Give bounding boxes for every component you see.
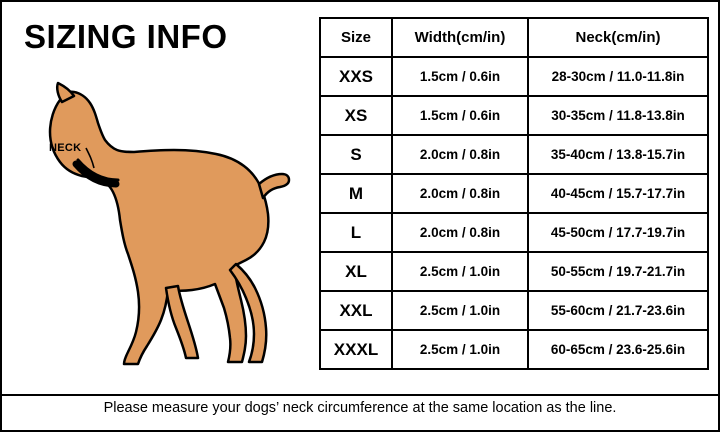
table-row <box>320 57 708 96</box>
cell-width: 1.5cm / 0.6in <box>392 57 528 96</box>
size-chart-table <box>319 17 709 370</box>
table-row <box>320 135 708 174</box>
table-row <box>320 252 708 291</box>
cell-width: 2.5cm / 1.0in <box>392 330 528 369</box>
footer-note: Please measure your dogs’ neck circumference at the same location as the line. <box>103 400 617 416</box>
cell-neck: 45-50cm / 17.7-19.7in <box>528 213 708 252</box>
cell-width: 2.0cm / 0.8in <box>392 213 528 252</box>
cell-size: XXXL <box>320 330 392 369</box>
cell-neck: 35-40cm / 13.8-15.7in <box>528 135 708 174</box>
dog-silhouette-icon <box>16 80 302 372</box>
footer-divider <box>2 394 718 396</box>
table-row <box>320 330 708 369</box>
column-header-size: Size <box>320 18 392 57</box>
dog-illustration <box>16 80 302 372</box>
table-body <box>320 57 708 369</box>
cell-width: 2.5cm / 1.0in <box>392 252 528 291</box>
cell-neck: 55-60cm / 21.7-23.6in <box>528 291 708 330</box>
table-row <box>320 96 708 135</box>
cell-width: 2.5cm / 1.0in <box>392 291 528 330</box>
cell-neck: 40-45cm / 15.7-17.7in <box>528 174 708 213</box>
cell-neck: 30-35cm / 11.8-13.8in <box>528 96 708 135</box>
table-header-row <box>320 18 708 57</box>
table-row <box>320 291 708 330</box>
cell-neck: 50-55cm / 19.7-21.7in <box>528 252 708 291</box>
cell-size: XL <box>320 252 392 291</box>
neck-callout-label: NECK <box>49 142 82 154</box>
cell-size: M <box>320 174 392 213</box>
page-title: SIZING INFO <box>24 18 228 55</box>
table-header <box>320 18 708 57</box>
table-row <box>320 213 708 252</box>
column-header-width: Width(cm/in) <box>392 18 528 57</box>
cell-size: XXL <box>320 291 392 330</box>
cell-width: 2.0cm / 0.8in <box>392 135 528 174</box>
cell-width: 1.5cm / 0.6in <box>392 96 528 135</box>
table-row <box>320 174 708 213</box>
cell-neck: 28-30cm / 11.0-11.8in <box>528 57 708 96</box>
left-panel <box>2 2 310 388</box>
cell-size: XS <box>320 96 392 135</box>
cell-neck: 60-65cm / 23.6-25.6in <box>528 330 708 369</box>
cell-size: S <box>320 135 392 174</box>
cell-size: L <box>320 213 392 252</box>
cell-width: 2.0cm / 0.8in <box>392 174 528 213</box>
column-header-neck: Neck(cm/in) <box>528 18 708 57</box>
cell-size: XXS <box>320 57 392 96</box>
